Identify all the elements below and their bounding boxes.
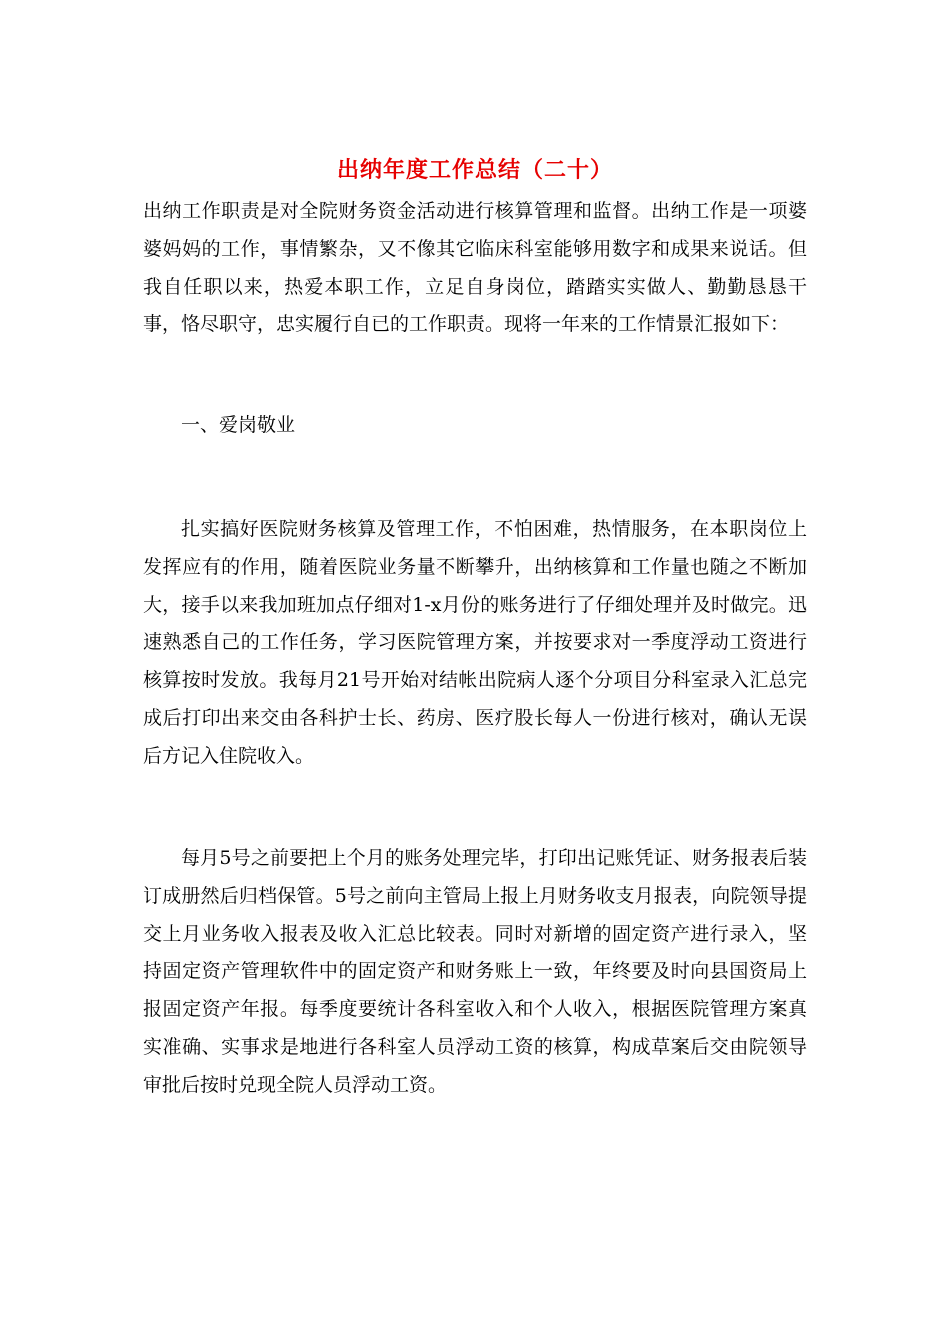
intro-paragraph: 出纳工作职责是对全院财务资金活动进行核算管理和监督。出纳工作是一项婆婆妈妈的工作，事情繁杂，又不像其它临床科室能够用数字和成果来说话。但我自任职以来，热爱本职工作，立足自身岗位，踏踏实实做人、勤勤恳恳干事，恪尽职守，忠实履行自已的工作职责。现将一年来的工作情景汇报如下：: [143, 200, 807, 336]
section-heading: 一、爱岗敬业: [181, 414, 296, 436]
body-paragraph: 扎实搞好医院财务核算及管理工作，不怕困难，热情服务，在本职岗位上发挥应有的作用，随着医院业务量不断攀升，出纳核算和工作量也随之不断加大，接手以来我加班加点仔细对1-x月份的账务进行了仔细处理并及时做完。迅速熟悉自己的工作任务，学习医院管理方案，并按要求对一季度浮动工资进行核算按时发放。我每月21号开始对结帐出院病人逐个分项目分科室录入汇总完成后打印出来交由各科护士长、药房、医疗股长每人一份进行核对，确认无误后方记入住院收入。: [143, 518, 807, 767]
body-paragraph: 每月5号之前要把上个月的账务处理完毕，打印出记账凭证、财务报表后装订成册然后归档保管。5号之前向主管局上报上月财务收支月报表，向院领导提交上月业务收入报表及收入汇总比较表。同时对新增的固定资产进行录入，坚持固定资产管理软件中的固定资产和财务账上一致，年终要及时向县国资局上报固定资产年报。每季度要统计各科室收入和个人收入，根据医院管理方案真实准确、实事求是地进行各科室人员浮动工资的核算，构成草案后交由院领导审批后按时兑现全院人员浮动工资。: [143, 847, 807, 1096]
document-title: 出纳年度工作总结（二十）: [336, 157, 613, 183]
